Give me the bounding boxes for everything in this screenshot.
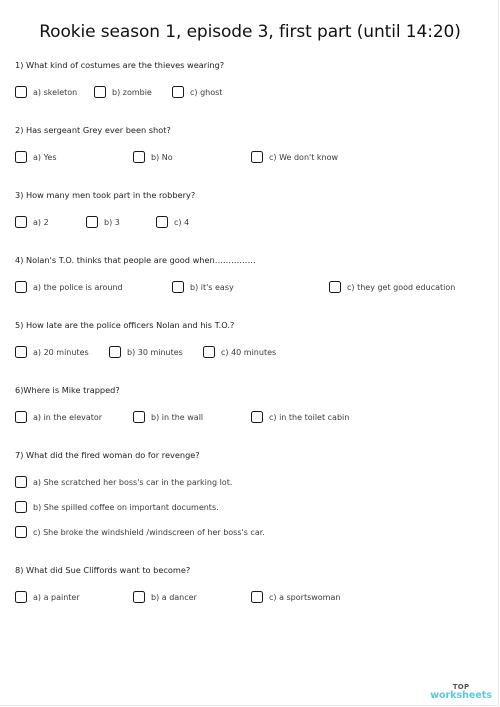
q4-option-a[interactable] — [15, 281, 123, 293]
option-label: b) in the wall — [151, 412, 204, 422]
checkbox[interactable] — [86, 216, 98, 228]
q8-option-c[interactable] — [251, 591, 340, 603]
option-label: b) 3 — [104, 217, 120, 227]
checkbox[interactable] — [251, 411, 263, 423]
logo-top-text: TOP — [452, 683, 470, 691]
q1-option-a[interactable] — [15, 86, 77, 98]
checkbox[interactable] — [15, 216, 27, 228]
q5-option-b[interactable] — [109, 346, 183, 358]
checkbox[interactable] — [172, 86, 184, 98]
checkbox[interactable] — [15, 411, 27, 423]
q3-option-b[interactable] — [86, 216, 120, 228]
checkbox[interactable] — [15, 86, 27, 98]
q3-option-c[interactable] — [156, 216, 189, 228]
option-label: a) She scratched her boss's car in the parking lot. — [33, 477, 233, 487]
question-6: 6)Where is Mike trapped? — [15, 385, 120, 395]
checkbox[interactable] — [15, 151, 27, 163]
q8-option-b[interactable] — [133, 591, 197, 603]
checkbox[interactable] — [172, 281, 184, 293]
q4-option-c[interactable] — [329, 281, 455, 293]
q2-option-b[interactable] — [133, 151, 173, 163]
checkbox[interactable] — [109, 346, 121, 358]
option-label: a) 20 minutes — [33, 347, 89, 357]
checkbox[interactable] — [133, 411, 145, 423]
q7-option-c[interactable] — [15, 526, 265, 538]
option-label: c) they get good education — [347, 282, 456, 292]
checkbox[interactable] — [251, 591, 263, 603]
checkbox[interactable] — [156, 216, 168, 228]
option-label: c) 40 minutes — [221, 347, 277, 357]
q2-option-c[interactable] — [251, 151, 338, 163]
question-2: 2) Has sergeant Grey ever been shot? — [15, 125, 171, 135]
checkbox[interactable] — [15, 501, 27, 513]
option-label: c) a sportswoman — [269, 592, 341, 602]
checkbox[interactable] — [15, 281, 27, 293]
checkbox[interactable] — [329, 281, 341, 293]
option-label: b) a dancer — [151, 592, 197, 602]
checkbox[interactable] — [15, 526, 27, 538]
topworksheets-logo — [430, 684, 492, 701]
q1-option-c[interactable] — [172, 86, 222, 98]
q7-option-b[interactable] — [15, 501, 219, 513]
option-label: a) 2 — [33, 217, 49, 227]
checkbox[interactable] — [251, 151, 263, 163]
option-label: c) We don't know — [269, 152, 339, 162]
question-3: 3) How many men took part in the robbery? — [15, 190, 196, 200]
option-label: b) zombie — [112, 87, 152, 97]
option-label: c) She broke the windshield /windscreen of her boss's car. — [33, 527, 265, 537]
checkbox[interactable] — [94, 86, 106, 98]
option-label: b) She spilled coffee on important documents. — [33, 502, 219, 512]
q8-option-a[interactable] — [15, 591, 80, 603]
q4-option-b[interactable] — [172, 281, 234, 293]
checkbox[interactable] — [15, 346, 27, 358]
q5-option-c[interactable] — [203, 346, 276, 358]
option-label: b) 30 minutes — [127, 347, 183, 357]
q6-option-a[interactable] — [15, 411, 102, 423]
q7-option-a[interactable] — [15, 476, 232, 488]
option-label: b) it's easy — [190, 282, 234, 292]
q6-option-c[interactable] — [251, 411, 349, 423]
question-7: 7) What did the fired woman do for revenge? — [15, 450, 200, 460]
option-label: a) Yes — [33, 152, 57, 162]
question-4: 4) Nolan's T.O. thinks that people are good when…………… — [15, 255, 256, 265]
option-label: b) No — [151, 152, 173, 162]
option-label: a) the police is around — [33, 282, 123, 292]
option-label: c) in the toilet cabin — [269, 412, 350, 422]
question-5: 5) How late are the police officers Nolan and his T.O.? — [15, 320, 235, 330]
checkbox[interactable] — [133, 151, 145, 163]
option-label: c) 4 — [174, 217, 190, 227]
question-8: 8) What did Sue Cliffords want to become? — [15, 565, 191, 575]
q5-option-a[interactable] — [15, 346, 89, 358]
q2-option-a[interactable] — [15, 151, 56, 163]
worksheet-title: Rookie season 1, episode 3, first part (until 14:20) — [39, 22, 461, 42]
logo-bottom-text: worksheets — [430, 690, 492, 701]
checkbox[interactable] — [203, 346, 215, 358]
option-label: c) ghost — [190, 87, 223, 97]
question-1: 1) What kind of costumes are the thieves wearing? — [15, 60, 225, 70]
q6-option-b[interactable] — [133, 411, 203, 423]
checkbox[interactable] — [15, 476, 27, 488]
checkbox[interactable] — [15, 591, 27, 603]
checkbox[interactable] — [133, 591, 145, 603]
option-label: a) skeleton — [33, 87, 78, 97]
option-label: a) in the elevator — [33, 412, 103, 422]
q3-option-a[interactable] — [15, 216, 49, 228]
option-label: a) a painter — [33, 592, 80, 602]
q1-option-b[interactable] — [94, 86, 152, 98]
